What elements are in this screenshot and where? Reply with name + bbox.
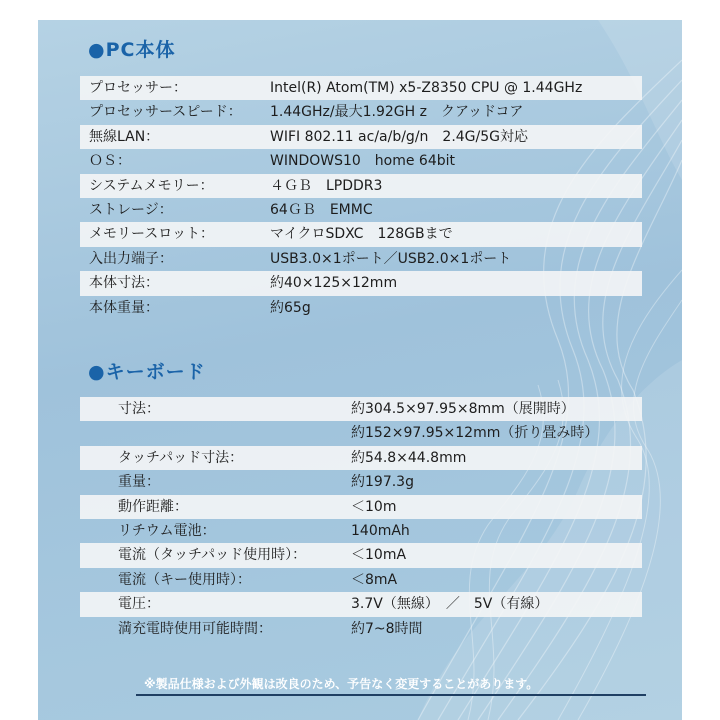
spec-value: 約197.3g	[351, 474, 414, 491]
table-row	[80, 271, 642, 295]
table-row	[80, 421, 642, 445]
spec-label: 重量：	[118, 474, 160, 491]
spec-value: 1.44GHz/最大1.92GH z クアッドコア	[270, 104, 524, 121]
table-row	[80, 495, 642, 519]
spec-value: 約54.8×44.8mm	[351, 449, 467, 466]
spec-value: 140mAh	[351, 522, 410, 539]
table-row	[80, 174, 642, 198]
spec-value: 約65g	[270, 299, 311, 316]
table-row	[80, 543, 642, 567]
table-row	[80, 222, 642, 246]
keyboard-spec-table	[80, 397, 642, 641]
spec-value: WINDOWS10 home 64bit	[270, 153, 456, 170]
spec-value: USB3.0×1ポート／USB2.0×1ポート	[270, 250, 512, 267]
spec-label: 電流（キー使用時）：	[118, 571, 251, 588]
spec-label: 動作距離：	[118, 498, 188, 515]
spec-label: 満充電時使用可能時間：	[118, 620, 272, 637]
spec-label: 電圧：	[118, 596, 160, 613]
table-row	[80, 446, 642, 470]
spec-label: プロセッサースピード：	[89, 104, 242, 121]
spec-value: マイクロSDXC 128GBまで	[270, 226, 453, 243]
table-row	[80, 149, 642, 173]
footnote-divider	[136, 694, 646, 696]
spec-value: 約40×125×12mm	[270, 275, 398, 292]
spec-value: 3.7V（無線） ／ 5V（有線）	[351, 596, 549, 613]
spec-sheet-panel	[38, 20, 682, 720]
table-row	[80, 76, 642, 100]
table-row	[80, 125, 642, 149]
table-row	[80, 296, 642, 320]
spec-value: ＜8mA	[351, 571, 398, 588]
spec-label: リチウム電池：	[118, 522, 216, 539]
table-row	[80, 397, 642, 421]
spec-label: 寸法：	[118, 401, 160, 417]
spec-label: ＯＳ：	[89, 153, 131, 170]
spec-label: 本体寸法：	[89, 275, 159, 292]
table-row	[80, 100, 642, 124]
pc-spec-table	[80, 76, 642, 320]
table-row	[80, 617, 642, 641]
spec-value: Intel(R) Atom(TM) x5-Z8350 CPU @ 1.44GHz	[270, 80, 583, 96]
spec-label: タッチパッド寸法：	[118, 449, 244, 466]
spec-label: ストレージ：	[89, 201, 173, 218]
table-row	[80, 198, 642, 222]
table-row	[80, 470, 642, 494]
spec-label: 無線LAN：	[89, 128, 160, 145]
spec-label: システムメモリー：	[89, 177, 214, 194]
table-row	[80, 592, 642, 616]
spec-value: ＜10mA	[351, 547, 407, 564]
table-row	[80, 247, 642, 271]
keyboard-section-title: ●キーボード	[88, 361, 206, 383]
spec-label: 入出力端子：	[89, 250, 173, 267]
spec-label: メモリースロット：	[89, 226, 215, 243]
spec-value: ４ＧＢ LPDDR3	[270, 177, 383, 194]
spec-value: ＜10m	[351, 498, 397, 515]
spec-value: WIFI 802.11 ac/a/b/g/n 2.4G/5G対応	[270, 128, 528, 145]
spec-value: 約152×97.95×12mm（折り畳み時）	[351, 425, 599, 442]
table-row	[80, 568, 642, 592]
spec-value: 約304.5×97.95×8mm（展開時）	[351, 401, 575, 417]
disclaimer-note: ※製品仕様および外観は改良のため、予告なく変更することがあります。	[144, 677, 539, 691]
spec-value: 約7~8時間	[351, 620, 423, 637]
spec-label: 電流（タッチパッド使用時）：	[118, 547, 307, 564]
spec-label: 本体重量：	[89, 299, 159, 316]
pc-section-title: ●PC本体	[88, 39, 176, 61]
spec-label: プロセッサー：	[89, 80, 187, 96]
spec-value: 64ＧＢ EMMC	[270, 201, 373, 218]
table-row	[80, 519, 642, 543]
